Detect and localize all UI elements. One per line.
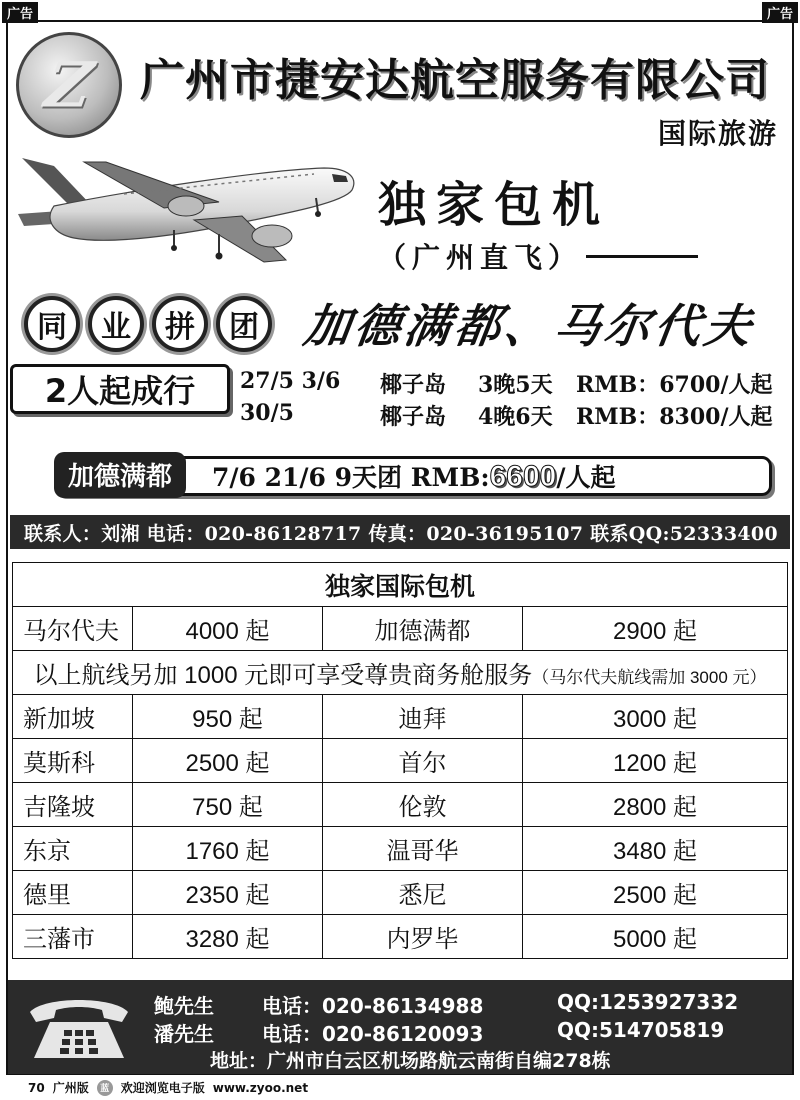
footer-contact-panel [8,980,792,1074]
price-cell: 3280 起 [133,915,323,959]
business-class-note [13,651,788,695]
page-footer [28,1079,308,1096]
kathmandu-dates: 7/6 21/6 9天团 RMB: [212,463,490,492]
city-cell: 加德满都 [323,607,523,651]
charter-subtitle-text: （广州直飞） [378,241,583,274]
table-note-row [13,651,788,695]
group-tour-label [24,296,272,352]
price-cell: 3000 起 [523,695,788,739]
slogan: 欢迎浏览电子版 [120,1081,205,1095]
city-cell: 悉尼 [323,871,523,915]
price-cell: 750 起 [133,783,323,827]
circle-char: 团 [216,296,272,352]
company-subtitle: 国际旅游 [657,117,778,150]
price-cell: 2350 起 [133,871,323,915]
contact-phone: 电话：020-86120093 [262,1022,484,1046]
logo-letter: Z [33,48,105,122]
table-row [13,607,788,651]
table-title: 独家国际包机 [13,563,788,607]
table-row [13,871,788,915]
table-title-row [13,563,788,607]
city-cell: 东京 [13,827,133,871]
price-cell: 4000 起 [133,607,323,651]
price-table [12,562,788,959]
kathmandu-suffix: /人起 [556,463,616,492]
price-cell: 2900 起 [523,607,788,651]
deal-dates: 30/5 [240,400,294,426]
note-main: 以上航线另加 1000 元即可享受尊贵商务舱服务 [33,662,533,689]
city-cell: 温哥华 [323,827,523,871]
price-cell: 2800 起 [523,783,788,827]
edition-label: 广州版 [52,1081,89,1095]
airplane-image [14,150,359,265]
kathmandu-info [212,458,615,494]
note-small: （马尔代夫航线需加 3000 元） [532,668,767,687]
contact-qq: QQ:514705819 [557,1018,725,1042]
kathmandu-tag: 加德满都 [54,452,186,498]
table-row [13,695,788,739]
deal-duration: 3晚5天 [478,372,553,398]
contact-phone: 电话：020-86134988 [262,994,484,1018]
charter-title: 独家包机 [378,177,611,233]
table-row [13,915,788,959]
deal-place: 椰子岛 [380,404,447,430]
ad-label: 广告 [2,2,38,23]
circle-char: 拼 [152,296,208,352]
table-row [13,739,788,783]
deal-price: RMB：8300/人起 [576,404,773,430]
deal-price: RMB：6700/人起 [576,372,773,398]
publisher-logo-icon: 蓝 [97,1080,113,1096]
contact-bar: 联系人：刘湘 电话：020-86128717 传真：020-36195107 联系QQ:52333400 [10,515,790,549]
city-cell: 伦敦 [323,783,523,827]
city-cell: 马尔代夫 [13,607,133,651]
price-cell: 2500 起 [133,739,323,783]
deal-dates: 27/5 3/6 [240,368,341,394]
city-cell: 吉隆坡 [13,783,133,827]
charter-subtitle [378,236,698,276]
destinations-heading: 加德满都、马尔代夫 [300,299,759,353]
contact-qq: QQ:1253927332 [557,990,739,1014]
ad-label: 广告 [762,2,798,23]
city-cell: 新加坡 [13,695,133,739]
kathmandu-price: 6600 [489,460,557,493]
kathmandu-offer [54,456,772,496]
telephone-icon [24,992,134,1064]
deal-row [240,400,773,431]
circle-char: 业 [88,296,144,352]
deal-row [240,368,773,399]
website-url: www.zyoo.net [212,1080,309,1095]
circle-char: 同 [24,296,80,352]
divider [586,255,698,258]
contact-name: 鲍先生 [154,994,214,1018]
price-cell: 3480 起 [523,827,788,871]
city-cell: 三藩市 [13,915,133,959]
footer-contact-row [154,1018,724,1047]
price-cell: 1200 起 [523,739,788,783]
city-cell: 内罗毕 [323,915,523,959]
page-number: 70 [28,1080,45,1095]
contact-name: 潘先生 [154,1022,214,1046]
city-cell: 德里 [13,871,133,915]
price-cell: 950 起 [133,695,323,739]
price-cell: 2500 起 [523,871,788,915]
company-address: 地址：广州市白云区机场路航云南街自编278栋 [210,1050,611,1072]
city-cell: 莫斯科 [13,739,133,783]
footer-contact-row [154,990,738,1019]
deal-place: 椰子岛 [380,372,447,398]
table-row [13,827,788,871]
city-cell: 迪拜 [323,695,523,739]
table-row [13,783,788,827]
company-logo [16,32,122,138]
city-cell: 首尔 [323,739,523,783]
min-people-badge: 2人起成行 [10,364,230,414]
company-name: 广州市捷安达航空服务有限公司 [140,55,770,106]
price-cell: 5000 起 [523,915,788,959]
price-cell: 1760 起 [133,827,323,871]
deal-duration: 4晚6天 [478,404,553,430]
